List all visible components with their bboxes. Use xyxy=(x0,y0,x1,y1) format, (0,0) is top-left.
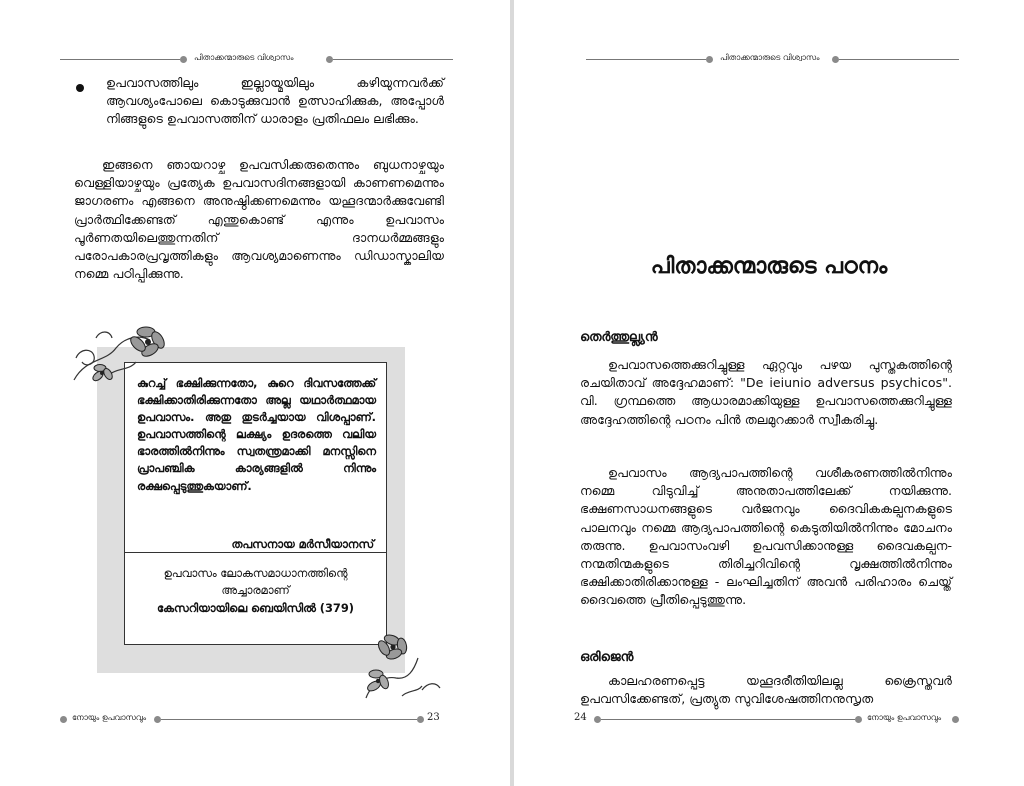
section-paragraph: കാലഹരണപ്പെട്ട യഹൂദരീതിയിലല്ല ക്രൈസ്തവർ ഉപവസിക്കേണ്ടത്, പ്രത്യുത സുവിശേഷത്തിനനുസൃത xyxy=(580,673,952,707)
running-header: പിതാക്കന്മാരുടെ വിശ്വാസം xyxy=(194,53,294,62)
header-ornament-dot xyxy=(706,56,713,63)
footer-ornament-dot xyxy=(60,716,67,723)
section-heading: തെർത്തുല്ല്യൻ xyxy=(580,330,658,345)
header-rule-left xyxy=(586,59,706,60)
page-number: 24 xyxy=(574,712,587,723)
header-ornament-dot xyxy=(326,56,333,63)
page-number: 23 xyxy=(427,712,440,723)
quote-text: കുറച്ച് ഭക്ഷിക്കുന്നതോ, കുറെ ദിവസത്തേക്ക് ഭക്ഷിക്കാതിരിക്കുന്നതോ അല്ല യഥാർത്ഥമായ ഉപവാസം. അതു തുടർച്ചയായ വിശപ്പാണ്. ഉപവാസത്തിന്റെ ലക്ഷ്യം ഉദരത്തെ വലിയ ഭാരത്തിൽനിന്നും സ്വതന്ത്രമാക്കി മനസ്സിനെ പ്രാപഞ്ചിക കാര്യങ്ങളിൽ നിന്നും രക്ഷപ്പെടുത്തുകയാണ്. xyxy=(137,376,376,493)
footer-rule xyxy=(161,719,417,720)
footer-ornament-dot xyxy=(952,716,959,723)
footer-ornament-dot xyxy=(417,716,424,723)
footer-ornament-dot xyxy=(855,716,862,723)
section-paragraph: ഉപവാസം ആദ്യപാപത്തിന്റെ വശീകരണത്തിൽനിന്നും നമ്മെ വിടുവിച്ച് അനുതാപത്തിലേക്ക് നയിക്കുന്നു. ഭക്ഷണസാധനങ്ങളുടെ വർജനവും ദൈവികകല്പനകളുടെ പാലനവും നമ്മെ ആദ്യപാപത്തിന്റെ കെടുതിയിൽനിന്നും മോചനം തരുന്നു. ഉപവാസംവഴി ഉപവസിക്കാനുള്ള ദൈവകല്പന- നന്മതിന്മകളുടെ തിരിച്ചറിവിന്റെ വൃക്ഷത്തിൽനിന്നും ഭക്ഷിക്കാതിരിക്കാനുള്ള - ലംഘിച്ചതിന് അവൻ പരിഹാരം ചെയ്ത് ദൈവത്തെ പ്രീതിപ്പെടുത്തുന്നു. xyxy=(580,465,952,608)
quote-divider xyxy=(125,552,386,553)
quote-author: തപസനായ മർസീയാനസ് xyxy=(231,537,374,551)
bullet-point xyxy=(76,84,84,92)
header-rule-right xyxy=(333,59,453,60)
footer-ornament-dot xyxy=(594,716,601,723)
quote-box xyxy=(124,362,387,645)
header-rule-right xyxy=(839,59,959,60)
bullet-paragraph: ഉപവാസത്തിലും ഇല്ലായ്മയിലും കഴിയുന്നവർക്ക് ആവശ്യംപോലെ കൊടുക്കുവാൻ ഉത്സാഹിക്കുക, അപ്പോൾ നിങ്ങളുടെ ഉപവാസത്തിന് ധാരാളം പ്രതിഫലം ലഭിക്കും. xyxy=(106,75,444,127)
footer-rule xyxy=(601,719,855,720)
section-paragraph: ഉപവാസത്തെക്കുറിച്ചുള്ള ഏറ്റവും പഴയ പുസ്തകത്തിന്റെ രചയിതാവ് അദ്ദേഹമാണ്: "De ieiunio adversus psychicos". വി. ഗ്രന്ഥത്തെ ആധാരമാക്കിയുള്ള ഉപവാസത്തെക്കുറിച്ചുള്ള അദ്ദേഹത്തിന്റെ പഠനം പിൻ തലമുറക്കാർ സ്വീകരിച്ചു. xyxy=(580,357,952,427)
header-ornament-dot xyxy=(180,56,187,63)
flower-ornament-icon xyxy=(66,318,178,388)
header-ornament-dot xyxy=(832,56,839,63)
quote-source: കേസറിയായിലെ ബെയിസിൽ (379) xyxy=(157,601,354,615)
chapter-title: പിതാക്കന്മാരുടെ പഠനം xyxy=(650,254,888,279)
quote-text-2: ഉപവാസം ലോകസമാധാനത്തിന്റെ അച്ചാരമാണ് xyxy=(163,566,348,598)
header-rule-left xyxy=(60,59,180,60)
body-paragraph: ഇങ്ങനെ ഞായറാഴ്ച ഉപവസിക്കരുതെന്നും ബുധനാഴ്ചയും വെള്ളിയാഴ്ചയും പ്രത്യേക ഉപവാസദിനങ്ങളായി കാണണമെന്നും ജാഗരണം എങ്ങനെ അനുഷ്ഠിക്കണമെന്നും യഹൂദന്മാർക്കുവേണ്ടി പ്രാർത്ഥിക്കേണ്ടത് എന്തുകൊണ്ട് എന്നും ഉപവാസം പൂർണതയിലെത്തുന്നതിന് ദാനധർമ്മങ്ങളും പരോപകാരപ്രവൃത്തികളും ആവശ്യമാണെന്നും ഡിഡാസ്കാലിയ നമ്മെ പഠിപ്പിക്കുന്നു. xyxy=(74,157,444,282)
section-heading: ഒരിജെൻ xyxy=(580,650,634,665)
flower-ornament-icon xyxy=(362,630,448,702)
right-page xyxy=(514,0,1024,786)
left-page xyxy=(0,0,510,786)
running-footer: നോയും ഉപവാസവും xyxy=(72,713,147,722)
running-footer: നോയും ഉപവാസവും xyxy=(867,713,942,722)
footer-ornament-dot xyxy=(154,716,161,723)
running-header: പിതാക്കന്മാരുടെ വിശ്വാസം xyxy=(720,53,820,62)
